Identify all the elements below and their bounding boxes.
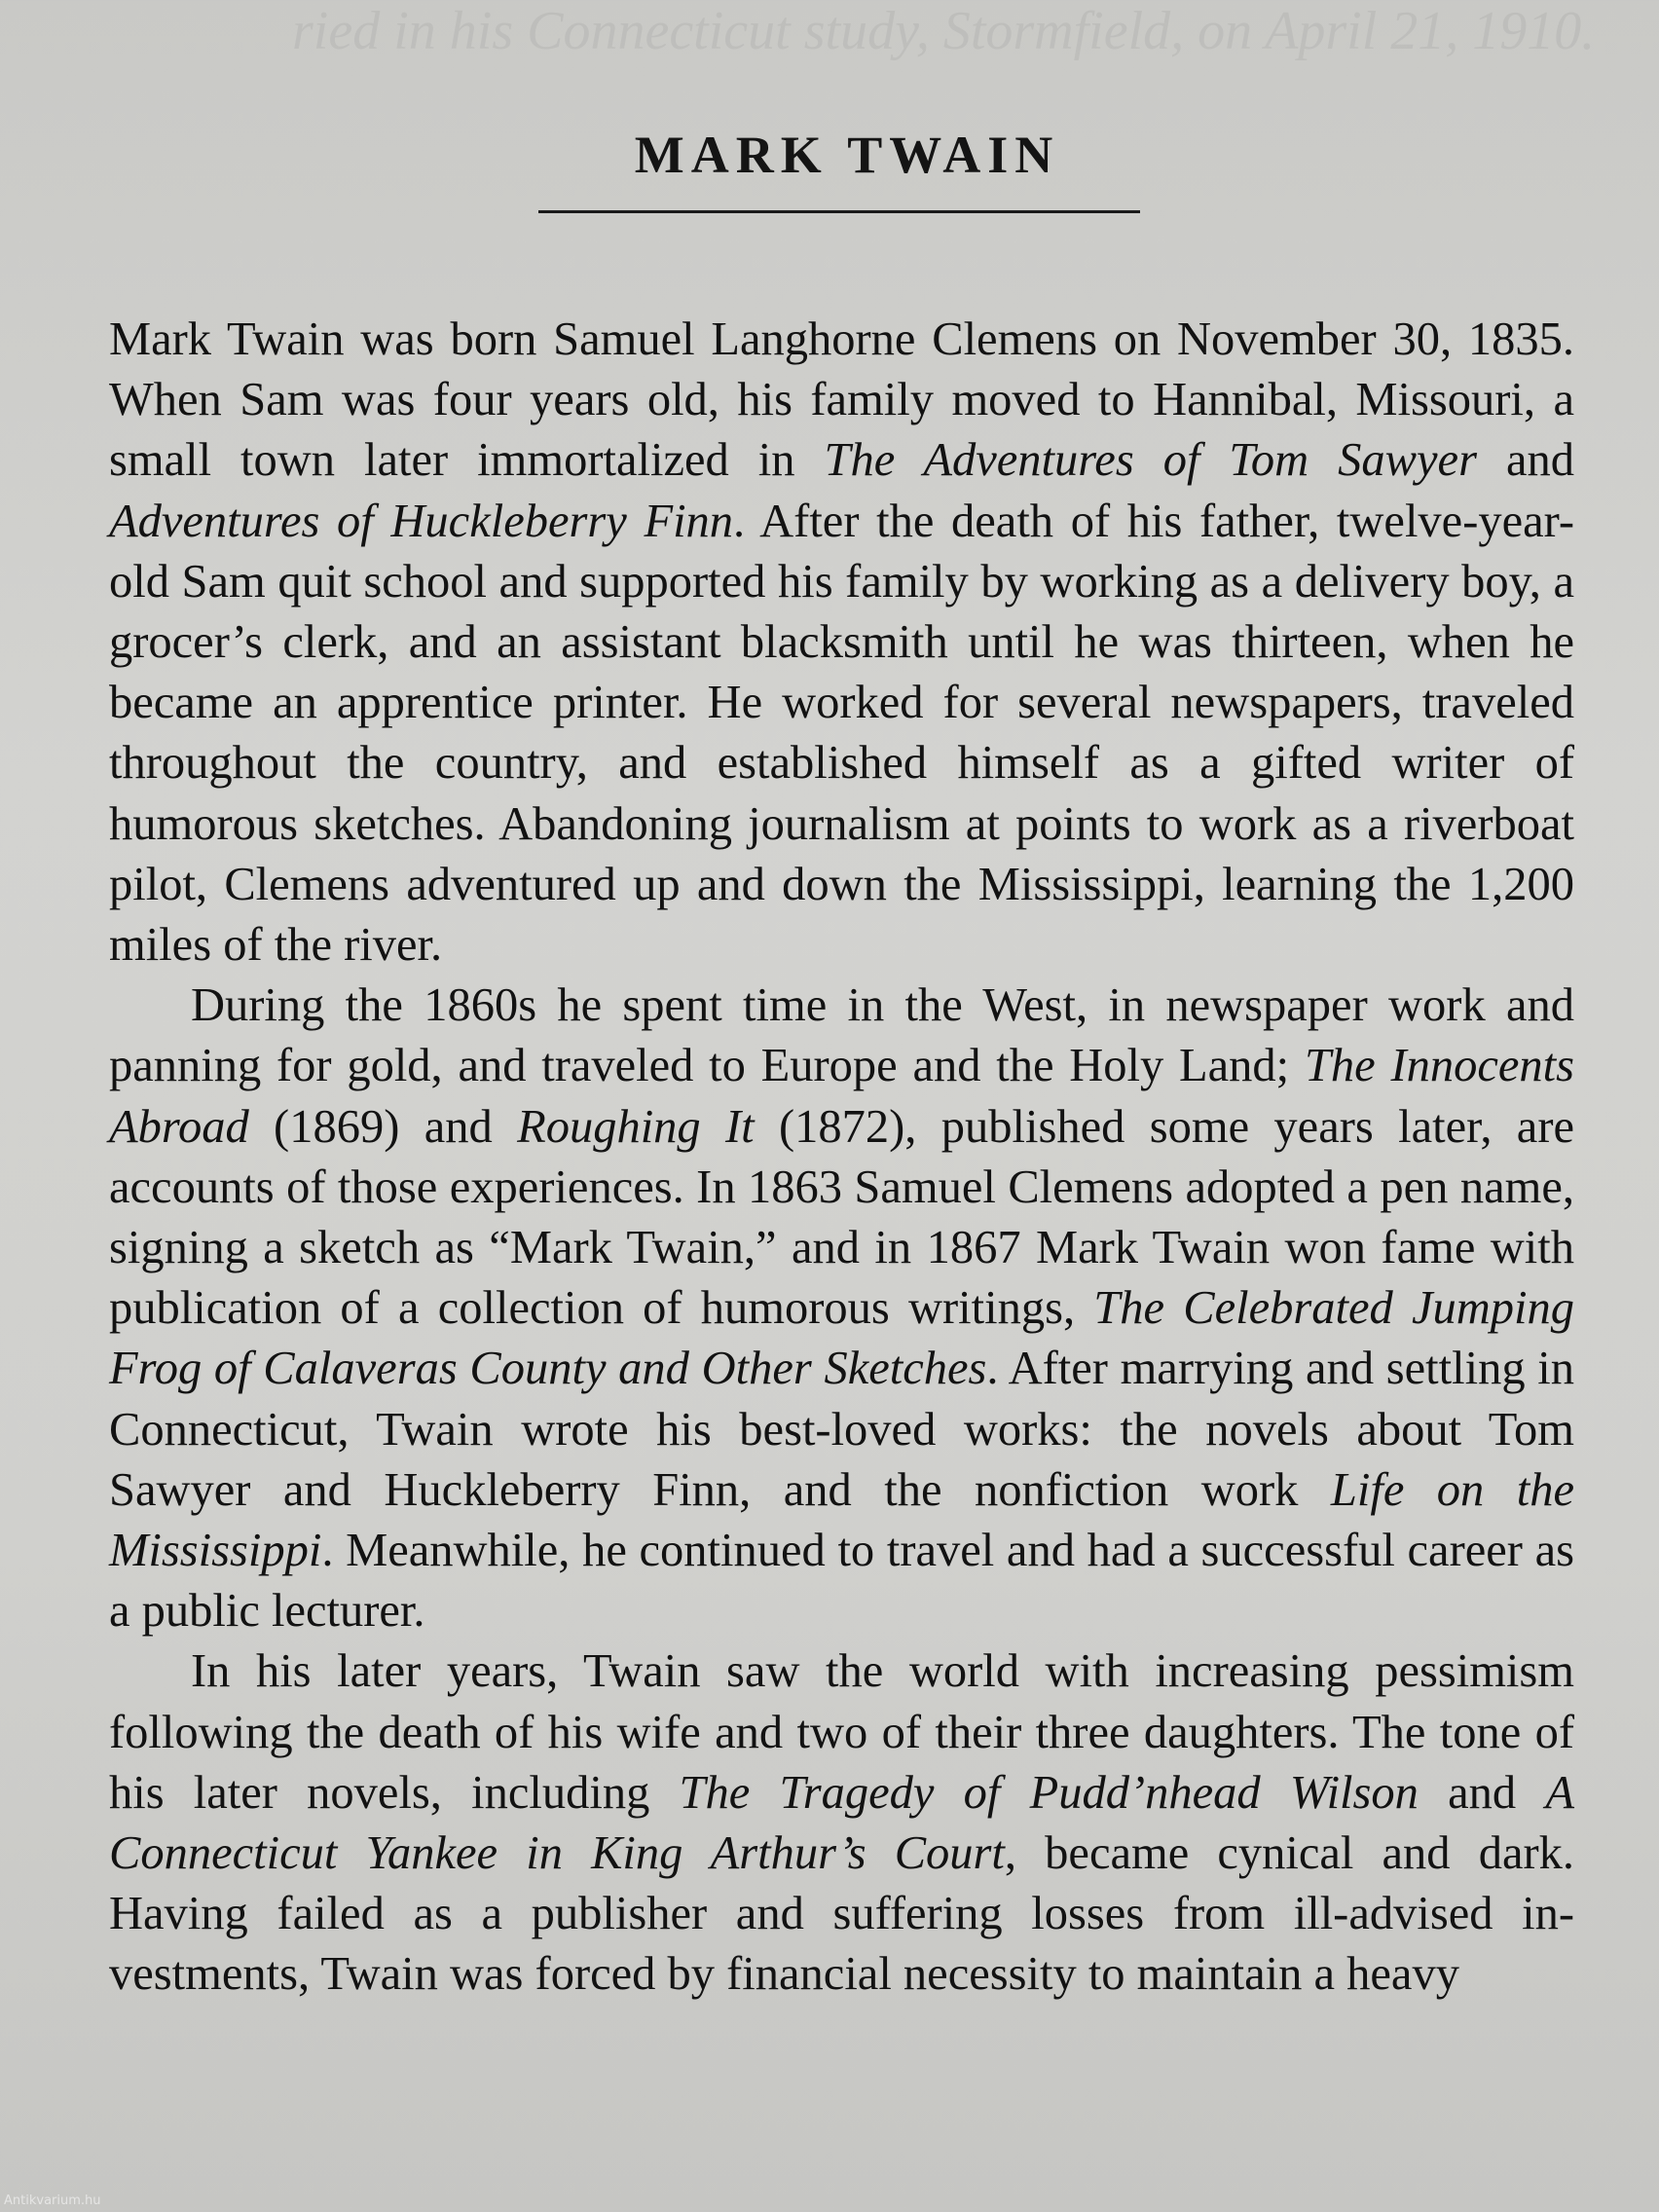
title-underline bbox=[538, 210, 1140, 213]
text-run: . Meanwhile, he continued to travel and had a successful career as a public lecturer. bbox=[109, 1525, 1574, 1638]
paragraph bbox=[109, 1641, 1574, 2005]
biography-text bbox=[109, 310, 1574, 2006]
text-run: Mark Twain was born Samuel Langhorne Clemens on November 30, 1835. When Sam was four years old, his family moved to Hannibal, Missouri, a small town later immortalized in bbox=[109, 313, 1574, 487]
page-title: MARK TWAIN bbox=[634, 126, 1060, 184]
text-run: (1872), published some years later, are accounts of those experiences. In 1863 Samuel Clemens adopted a pen name, signing a sketch as “Mark Twain,” and in 1867 Mark Twain won fame with publication of a collection of humorous writings, bbox=[109, 1100, 1574, 1335]
text-run: During the 1860s he spent time in the West, in newspaper work and panning for gold, and traveled to Europe and the Holy Land; bbox=[109, 979, 1574, 1092]
text-run: (1869) and bbox=[248, 1100, 518, 1153]
text-run: . After the death of his father, twelve-year-old Sam quit school and supported his family by working as a delivery boy, a grocer’s clerk, and an assistant blacksmith until he was thirteen, when he became an apprentice printer. He worked for several newspapers, traveled throughout the country, and established himself as a gifted writer of humorous sketches. Abandoning journalism at points to work as a riverboat pilot, Clemens adventured up and down the Mississippi, learning the 1,200 miles of the river. bbox=[109, 495, 1574, 972]
text-run: . After marrying and settling in Connecticut, Twain wrote his best-loved works: the novels about Tom Sawyer and Huckleberry Finn, and the nonfiction work bbox=[109, 1343, 1574, 1516]
italic-title-run: Adventures of Huckleberry Finn bbox=[109, 495, 734, 547]
text-run: In his later years, Twain saw the world with increasing pessimism following the death of his wife and two of their three daughters. The tone of his later novels, including bbox=[109, 1645, 1574, 1819]
italic-title-run: Roughing It bbox=[517, 1100, 755, 1153]
text-run: and bbox=[1418, 1766, 1546, 1819]
paragraph bbox=[109, 976, 1574, 1641]
italic-title-run: The Adventures of Tom Sawyer bbox=[824, 434, 1477, 487]
italic-title-run: The Innocents Abroad bbox=[109, 1040, 1575, 1153]
italic-title-run: The Celebrated Jumping Frog of Calaveras County and Other Sketches bbox=[109, 1282, 1574, 1395]
italic-title-run: A Connecticut Yankee in King Arthur’s Court bbox=[109, 1766, 1574, 1880]
paragraph bbox=[109, 310, 1574, 976]
bleed-through-text: ried in his Connecticut study, Stormfield, on April 21, 1910. bbox=[292, 1, 1596, 61]
text-run: , became cynical and dark. Having failed as a publisher and suffering losses from ill-advised investments, Twain was forced by financial necessity to maintain a heavy bbox=[109, 1827, 1574, 2001]
watermark: Antikvarium.hu bbox=[4, 2194, 101, 2208]
text-run: and bbox=[1476, 434, 1574, 487]
italic-title-run: Life on the Mississippi bbox=[109, 1463, 1575, 1577]
italic-title-run: The Tragedy of Pudd’nhead Wilson bbox=[679, 1766, 1419, 1819]
